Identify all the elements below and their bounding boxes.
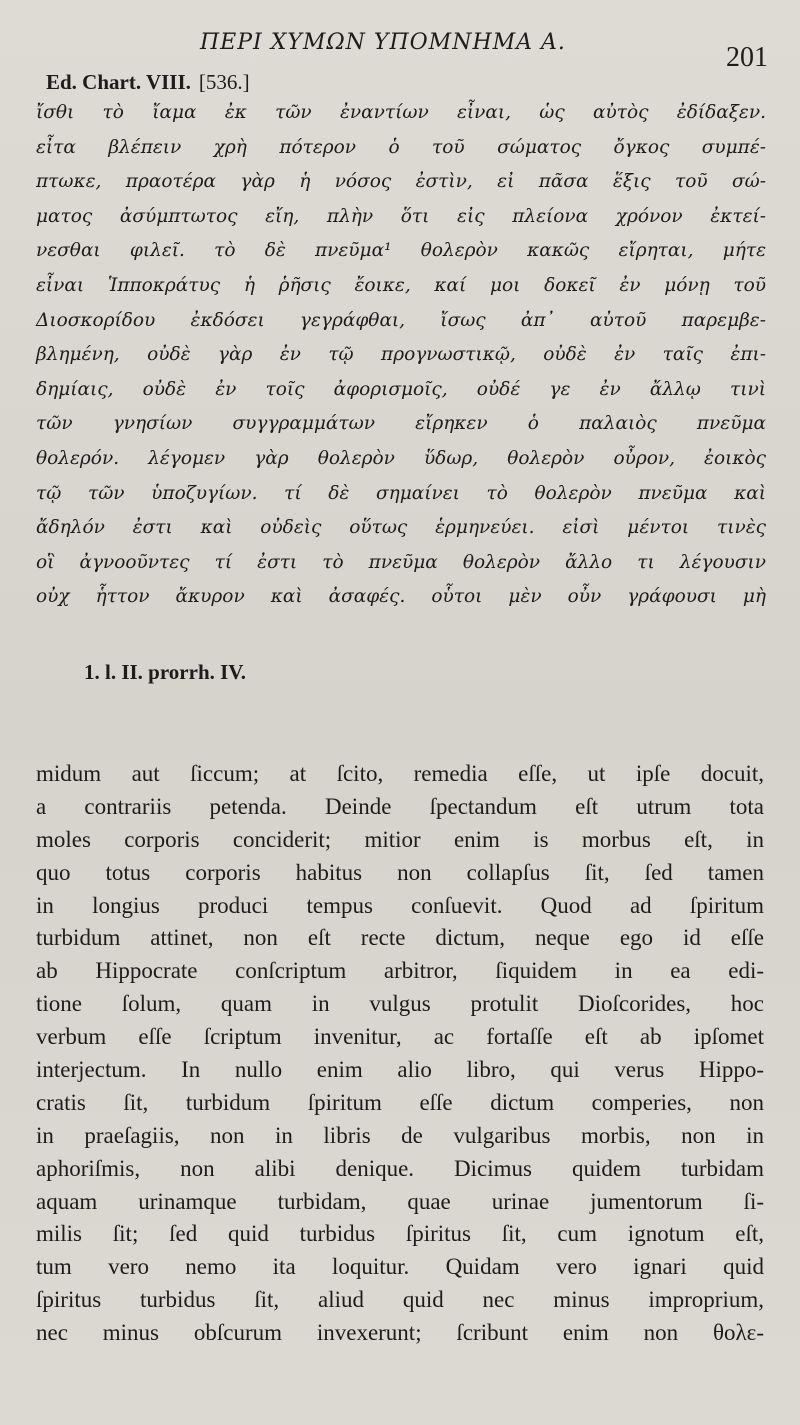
latin-line: verbum eſſe ſcriptum invenitur, ac fortaſſe eſt ab ipſomet bbox=[36, 1024, 764, 1050]
latin-line: ab Hippocrate conſcriptum arbitror, ſiquidem in ea edi- bbox=[36, 958, 764, 984]
edition-label: Ed. Chart. VIII. bbox=[46, 70, 191, 94]
latin-line: moles corporis conciderit; mitior enim is morbus eſt, in bbox=[36, 826, 764, 852]
latin-line: tum vero nemo ita loquitur. Quidam vero ignari quid bbox=[36, 1254, 764, 1280]
running-title: ΠΕΡΙ ΧΥΜΩΝ ΥΠΟΜΝΗΜΑ Α. bbox=[200, 30, 566, 55]
greek-line: νεσθαι φιλεῖ. τὸ δὲ πνεῦμα¹ θολερὸν κακῶς εἴρηται, μήτε bbox=[36, 240, 766, 262]
latin-line: nec minus obſcurum invexerunt; ſcribunt enim non θολε- bbox=[36, 1320, 764, 1346]
greek-line: θολερόν. λέγομεν γὰρ θολερὸν ὕδωρ, θολερὸν οὖρον, ἐοικὸς bbox=[36, 447, 766, 469]
latin-line: in longius produci tempus conſuevit. Quod ad ſpiritum bbox=[36, 892, 764, 918]
latin-line: aphoriſmis, non alibi denique. Dicimus quidem turbidam bbox=[36, 1155, 764, 1181]
greek-line: τῷ τῶν ὑποζυγίων. τί δὲ σημαίνει τὸ θολερὸν πνεῦμα καὶ bbox=[36, 482, 766, 504]
greek-line: ματος ἀσύμπτωτος εἴη, πλὴν ὅτι εἰς πλείονα χρόνον ἐκτεί- bbox=[36, 205, 766, 227]
latin-line: ſpiritus turbidus ſit, aliud quid nec minus improprium, bbox=[36, 1287, 764, 1313]
running-head bbox=[0, 28, 800, 73]
greek-line: τῶν γνησίων συγγραμμάτων εἴρηκεν ὁ παλαιὸς πνεῦμα bbox=[36, 413, 766, 435]
greek-text-block bbox=[36, 96, 766, 615]
latin-line: interjectum. In nullo enim alio libro, qui verus Hippo- bbox=[36, 1057, 764, 1083]
edition-page: [536.] bbox=[198, 70, 250, 94]
footnote: 1. l. II. prorrh. IV. bbox=[84, 660, 247, 684]
greek-line: εἶτα βλέπειν χρὴ πότερον ὁ τοῦ σώματος ὄγκος συμπέ- bbox=[36, 136, 766, 158]
latin-line: milis ſit; ſed quid turbidus ſpiritus ſit, cum ignotum eſt, bbox=[36, 1221, 764, 1247]
greek-line: δημίαις, οὐδὲ ἐν τοῖς ἀφορισμοῖς, οὐδέ γε ἐν ἄλλῳ τινὶ bbox=[36, 378, 766, 400]
greek-line: βλημένη, οὐδὲ γὰρ ἐν τῷ προγνωστικῷ, οὐδὲ ἐν ταῖς ἐπι- bbox=[36, 344, 766, 366]
latin-line: tione ſolum, quam in vulgus protulit Dioſcorides, hoc bbox=[36, 991, 764, 1017]
greek-line: ἴσθι τὸ ἴαμα ἐκ τῶν ἐναντίων εἶναι, ὡς αὐτὸς ἐδίδαξεν. bbox=[36, 102, 766, 123]
greek-line: πτωκε, πραοτέρα γὰρ ἡ νόσος ἐστὶν, εἰ πᾶσα ἕξις τοῦ σώ- bbox=[36, 171, 766, 193]
edition-reference bbox=[46, 70, 250, 95]
greek-line: οἳ ἀγνοοῦντες τί ἐστι τὸ πνεῦμα θολερὸν ἄλλο τι λέγουσιν bbox=[36, 551, 766, 573]
latin-text-block bbox=[36, 758, 764, 1350]
greek-line: εἶναι Ἱπποκράτυς ἡ ῥῆσις ἔοικε, καί μοι δοκεῖ ἐν μόνῃ τοῦ bbox=[36, 274, 766, 296]
page-number: 201 bbox=[726, 42, 768, 73]
greek-line: ἄδηλόν ἐστι καὶ οὐδεὶς οὕτως ἑρμηνεύει. εἰσὶ μέντοι τινὲς bbox=[36, 517, 766, 539]
greek-line: οὐχ ἧττον ἄκυρον καὶ ἀσαφές. οὗτοι μὲν οὖν γράφουσι μὴ bbox=[36, 586, 766, 608]
greek-line: Διοσκορίδου ἐκδόσει γεγράφθαι, ἴσως ἀπ᾽ αὐτοῦ παρεμβε- bbox=[36, 309, 766, 331]
latin-line: turbidum attinet, non eſt recte dictum, neque ego id eſſe bbox=[36, 925, 764, 951]
latin-line: a contrariis petenda. Deinde ſpectandum eſt utrum tota bbox=[36, 793, 764, 819]
latin-line: cratis ſit, turbidum ſpiritum eſſe dictum comperies, non bbox=[36, 1089, 764, 1115]
latin-line: aquam urinamque turbidam, quae urinae jumentorum ſi- bbox=[36, 1188, 764, 1214]
latin-line: midum aut ſiccum; at ſcito, remedia eſſe, ut ipſe docuit, bbox=[36, 761, 764, 786]
latin-line: quo totus corporis habitus non collapſus ſit, ſed tamen bbox=[36, 859, 764, 885]
latin-line: in praeſagiis, non in libris de vulgaribus morbis, non in bbox=[36, 1122, 764, 1148]
